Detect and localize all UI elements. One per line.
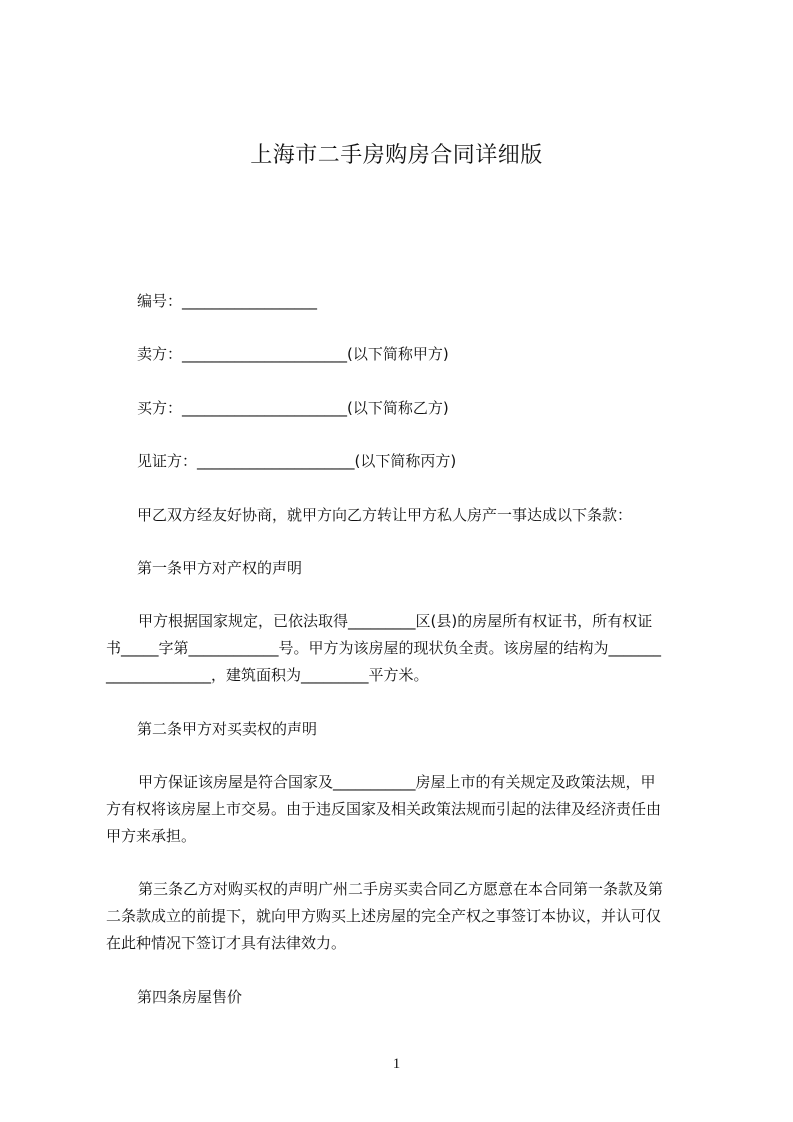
seller-field: 卖方：______________________(以下简称甲方) [137,345,449,363]
buyer-field: 买方：______________________(以下简称乙方) [137,399,449,417]
section-3-line-1: 第三条乙方对购买权的声明广州二手房买卖合同乙方愿意在本合同第一条款及第 [138,880,664,898]
section-2-line-2: 方有权将该房屋上市交易。由于违反国家及相关政策法规而引起的法律及经济责任由 [106,800,662,818]
section-1-line-1: 甲方根据国家规定，已依法取得_________区(县)的房屋所有权证书，所有权证 [138,612,653,630]
section-4-heading: 第四条房屋售价 [137,988,243,1006]
section-2-line-1: 甲方保证该房屋是符合国家及___________房屋上市的有关规定及政策法规，甲 [138,773,656,791]
witness-field: 见证方：_____________________(以下简称丙方) [137,452,457,470]
page-number: 1 [392,1056,401,1072]
section-1-line-3: ______________，建筑面积为_________平方米。 [106,666,429,684]
section-1-line-2: 书_____字第____________号。甲方为该房屋的现状负全责。该房屋的结构为_______ [106,639,662,657]
section-2-heading: 第二条甲方对买卖权的声明 [137,720,318,738]
contract-number-field: 编号：__________________ [137,292,318,310]
section-3-line-3: 在此种情况下签订才具有法律效力。 [106,934,347,952]
section-2-line-3: 甲方来承担。 [106,827,197,845]
section-1-heading: 第一条甲方对产权的声明 [137,559,303,577]
document-title: 上海市二手房购房合同详细版 [250,143,543,168]
section-3-line-2: 二条款成立的前提下，就向甲方购买上述房屋的完全产权之事签订本协议，并认可仅 [106,907,662,925]
intro-paragraph: 甲乙双方经友好协商，就甲方向乙方转让甲方私人房产一事达成以下条款： [137,506,633,524]
